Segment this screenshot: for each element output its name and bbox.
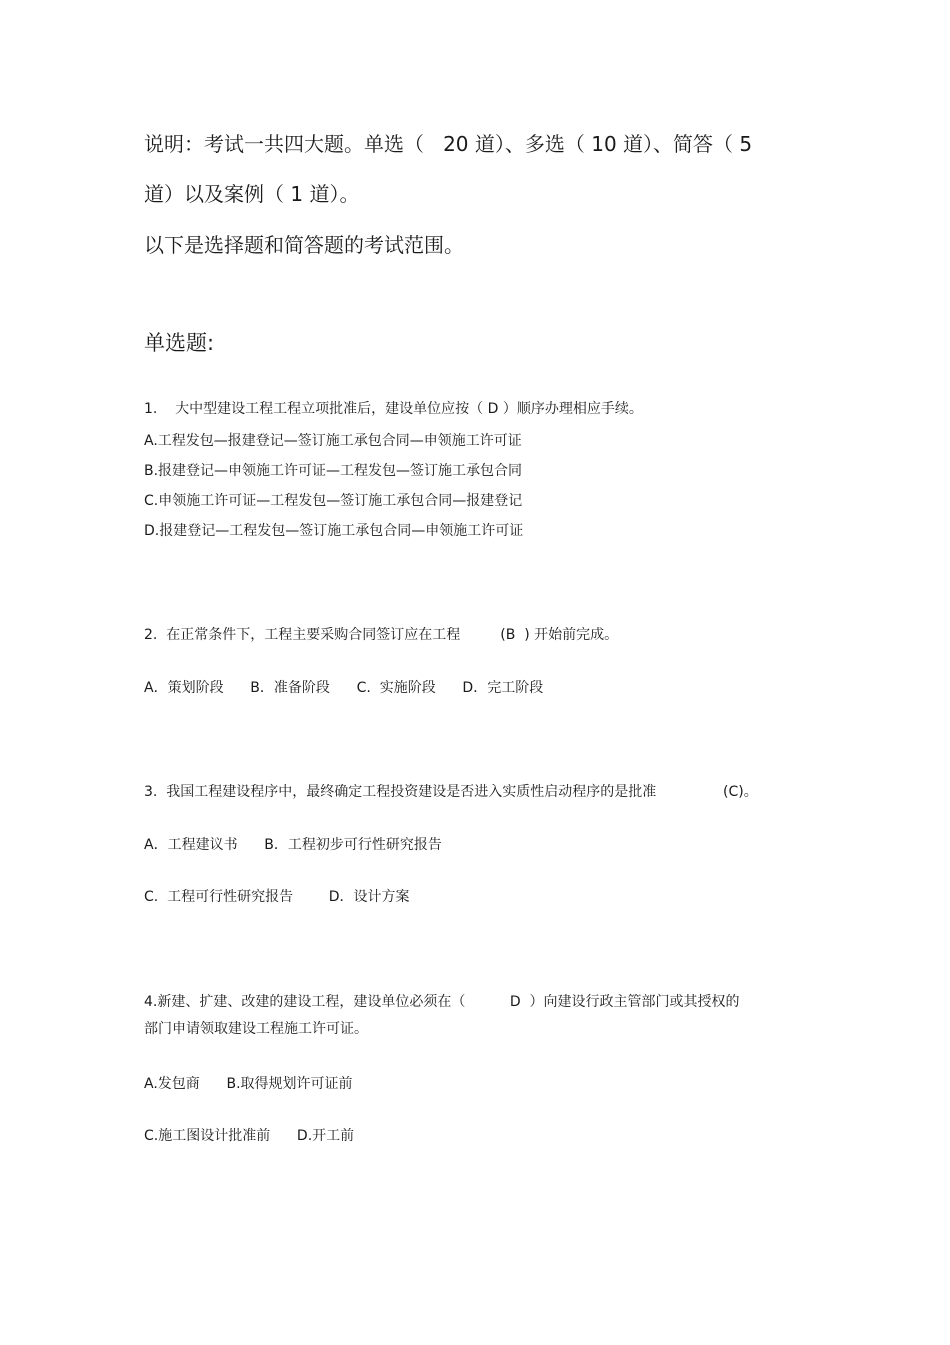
question-3-options-row-2: C. 工程可行性研究报告 D．设计方案 xyxy=(144,889,410,905)
question-3-stem: 3. 我国工程建设程序中，最终确定工程投资建设是否进入实质性启动程序的是批准 (C)。 xyxy=(144,784,758,800)
question-2-stem: 2. 在正常条件下，工程主要采购合同签订应在工程 (B ) 开始前完成。 xyxy=(144,627,619,643)
intro-line-3: 以下是选择题和简答题的考试范围。 xyxy=(144,233,464,257)
question-3-options-row-1: A．工程建议书 B．工程初步可行性研究报告 xyxy=(144,837,442,853)
question-4-stem: 4.新建、扩建、改建的建设工程，建设单位必须在（ D ）向建设行政主管部门或其授权的 xyxy=(144,994,740,1010)
question-4-options-row-1: A.发包商 B.取得规划许可证前 xyxy=(144,1076,353,1092)
question-1-option-b: B.报建登记—申领施工许可证—工程发包—签订施工承包合同 xyxy=(144,463,523,479)
question-4-options-row-2: C.施工图设计批准前 D.开工前 xyxy=(144,1128,355,1144)
question-4-stem-continued: 部门申请领取建设工程施工许可证。 xyxy=(144,1021,368,1037)
question-1-option-d: D.报建登记—工程发包—签订施工承包合同—申领施工许可证 xyxy=(144,523,524,539)
section-title: 单选题: xyxy=(144,331,215,355)
question-1-option-a: A.工程发包—报建登记—签订施工承包合同—申领施工许可证 xyxy=(144,433,522,449)
question-2-options: A．策划阶段 B．准备阶段 C. 实施阶段 D．完工阶段 xyxy=(144,680,544,696)
intro-line-2: 道）以及案例（ 1 道）。 xyxy=(144,182,360,206)
question-1-stem: 1. 大中型建设工程工程立项批准后，建设单位应按（ D ）顺序办理相应手续。 xyxy=(144,401,643,417)
intro-line-1: 说明：考试一共四大题。单选（ 20 道）、多选（ 10 道）、简答（ 5 xyxy=(144,132,753,156)
question-1-option-c: C.申领施工许可证—工程发包—签订施工承包合同—报建登记 xyxy=(144,493,523,509)
